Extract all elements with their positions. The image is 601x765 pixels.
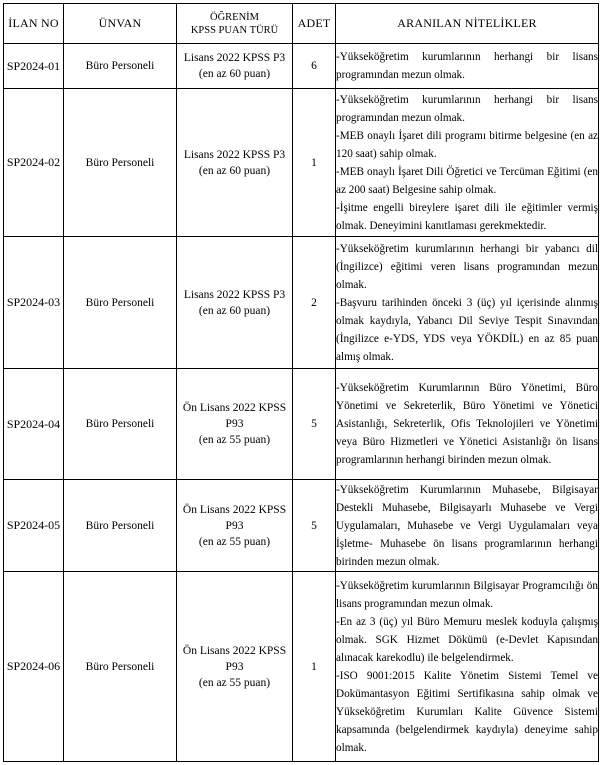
- unvan-cell: Büro Personeli: [64, 369, 177, 480]
- ilan-no-cell: SP2024-02: [4, 89, 64, 237]
- header-unvan: ÜNVAN: [64, 4, 177, 44]
- puan-line: P93: [225, 519, 244, 532]
- table-row: [4, 44, 599, 89]
- puan-line: (en az 60 puan): [198, 304, 271, 317]
- puan-cell: [177, 369, 293, 480]
- requirement-text: -Yükseköğretim kurumlarının herhangi bir yabancı dil (İngilizce) eğitimi veren lisans programından mezun olmak.: [336, 242, 598, 291]
- header-nitelikler: ARANILAN NİTELİKLER: [336, 4, 599, 44]
- puan-line: (en az 55 puan): [198, 676, 271, 689]
- requirement-text: -Yükseköğretim kurumlarının herhangi bir lisans programından mezun olmak.: [336, 51, 598, 81]
- requirement-text: -MEB onaylı İşaret Dili Öğretici ve Tercüman Eğitimi (en az 200 saat) Belgesine sahip olmak.: [336, 165, 598, 196]
- unvan-cell: Büro Personeli: [64, 44, 177, 89]
- requirement-text: -Yükseköğretim kurumlarının Bilgisayar Programcılığı ön lisans programından mezun olmak.: [336, 579, 598, 610]
- header-adet: ADET: [293, 4, 336, 44]
- puan-cell: [177, 89, 293, 237]
- requirements-cell: [336, 572, 599, 762]
- requirement-text: -Yükseköğretim Kurumlarının Büro Yönetimi, Büro Yönetimi ve Sekreterlik, Büro Yönetimi ve Yönetici Asistanlığı, Sekreterlik, Ofis Teknolojileri ve Yönetimi veya Büro Hizmetleri ve Yönetici Asistanlığı ön lisans programlarının herhangi birinden mezun olmak.: [336, 382, 598, 466]
- requirements-cell: [336, 480, 599, 572]
- puan-cell: [177, 44, 293, 89]
- unvan-cell: Büro Personeli: [64, 572, 177, 762]
- puan-line: Lisans 2022 KPSS P3: [183, 288, 286, 301]
- unvan-cell: Büro Personeli: [64, 480, 177, 572]
- puan-line: (en az 60 puan): [198, 164, 271, 177]
- puan-line: (en az 55 puan): [198, 535, 271, 548]
- requirement-text: -En az 3 (üç) yıl Büro Memuru meslek koduyla çalışmış olmak. SGK Hizmet Dökümü (e-Devlet Kapısından alınacak karekodlu) ile belgelendirmek.: [336, 615, 598, 664]
- puan-line: P93: [225, 418, 244, 430]
- puan-cell: [177, 237, 293, 369]
- puan-line: Ön Lisans 2022 KPSS: [182, 402, 287, 414]
- header-row: [4, 4, 599, 44]
- puan-line: Lisans 2022 KPSS P3: [183, 148, 286, 161]
- requirement-text: -MEB onaylı İşaret dili programı bitirme belgesine (en az 120 saat) sahip olmak.: [336, 129, 598, 160]
- table-row: [4, 572, 599, 762]
- adet-cell: 5: [293, 480, 336, 572]
- puan-cell: [177, 572, 293, 762]
- header-ilan-no: İLAN NO: [4, 4, 64, 44]
- ilan-no-cell: SP2024-03: [4, 237, 64, 369]
- requirement-text: -Başvuru tarihinden önceki 3 (üç) yıl içerisinde alınmış olmak kaydıyla, Yabancı Dil Seviye Tespit Sınavından (İngilizce e-YDS, YDS veya YÖKDİL) en az 85 puan almış olmak.: [336, 296, 598, 363]
- unvan-cell: Büro Personeli: [64, 237, 177, 369]
- ilan-no-cell: SP2024-04: [4, 369, 64, 480]
- adet-cell: 6: [293, 44, 336, 89]
- adet-cell: 1: [293, 572, 336, 762]
- header-ogrenim-line2: KPSS PUAN TÜRÜ: [190, 24, 279, 36]
- puan-line: Ön Lisans 2022 KPSS: [182, 503, 287, 516]
- job-listing-table: [3, 3, 599, 762]
- table-row: [4, 237, 599, 369]
- puan-line: P93: [225, 660, 244, 673]
- requirements-cell: [336, 369, 599, 480]
- header-ogrenim-line1: ÖĞRENİM: [210, 11, 259, 23]
- table-row: [4, 89, 599, 237]
- header-ogrenim: [177, 4, 293, 44]
- puan-line: Ön Lisans 2022 KPSS: [182, 644, 287, 657]
- puan-line: (en az 60 puan): [198, 68, 271, 80]
- requirement-text: -ISO 9001:2015 Kalite Yönetim Sistemi Temel ve Dokümantasyon Eğitimi Sertifikasına sahip olmak ve Yükseköğretim Kurumları Kalite Güvence Sistemi kapsamında (belgelendirmek kaydıyla) deneyime sahip olmak.: [336, 669, 598, 754]
- ilan-no-cell: SP2024-06: [4, 572, 64, 762]
- adet-cell: 5: [293, 369, 336, 480]
- requirement-text: -Yükseköğretim kurumlarının herhangi bir lisans programından mezun olmak.: [336, 93, 598, 124]
- puan-cell: [177, 480, 293, 572]
- requirements-cell: [336, 44, 599, 89]
- table-row: [4, 480, 599, 572]
- ilan-no-cell: SP2024-01: [4, 44, 64, 89]
- requirements-cell: [336, 89, 599, 237]
- requirement-text: -Yükseköğretim Kurumlarının Muhasebe, Bilgisayar Destekli Muhasebe, Bilgisayarlı Muhasebe ve Vergi Uygulamaları, Muhasebe ve Vergi Uygulamaları veya İşletme- Muhasebe ön lisans programlarının herhangi birinden mezun olmak.: [336, 483, 598, 568]
- ilan-no-cell: SP2024-05: [4, 480, 64, 572]
- unvan-cell: Büro Personeli: [64, 89, 177, 237]
- puan-line: (en az 55 puan): [198, 434, 271, 446]
- puan-line: Lisans 2022 KPSS P3: [183, 52, 286, 64]
- requirements-cell: [336, 237, 599, 369]
- adet-cell: 2: [293, 237, 336, 369]
- table-row: [4, 369, 599, 480]
- adet-cell: 1: [293, 89, 336, 237]
- requirement-text: -İşitme engelli bireylere işaret dili ile eğitimler vermiş olmak. Deneyimini kanıtlaması gerekmektedir.: [336, 201, 598, 232]
